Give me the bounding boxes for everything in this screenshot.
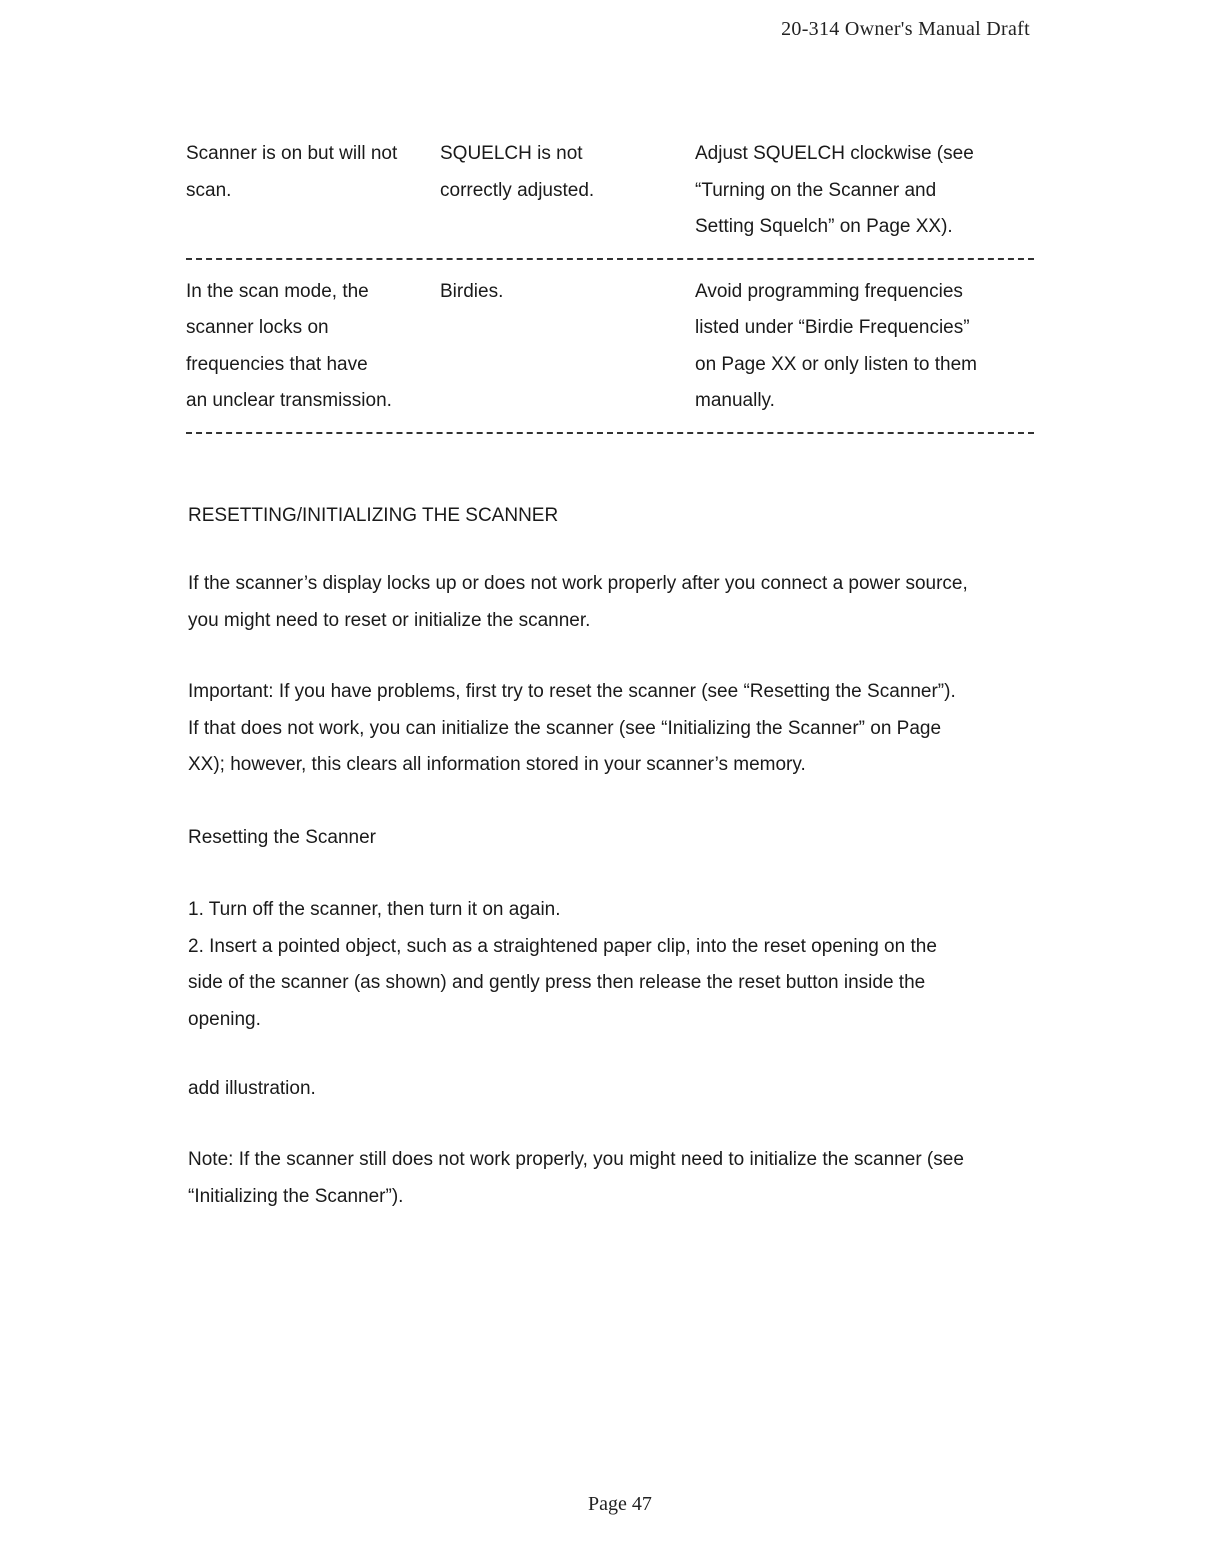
cause-cell [440, 136, 695, 246]
problem-line: an unclear transmission. [186, 390, 392, 411]
remedy-line: Adjust SQUELCH clockwise (see [695, 143, 974, 164]
remedy-line: “Turning on the Scanner and [695, 179, 937, 201]
step-line: opening. [188, 1008, 261, 1030]
row-divider [186, 432, 1034, 434]
remedy-line: Avoid programming frequencies [695, 280, 963, 302]
step-line: 1. Turn off the scanner, then turn it on again. [188, 899, 561, 920]
cause-line: SQUELCH is not [440, 143, 583, 164]
page-number: Page 47 [588, 1493, 652, 1515]
remedy-cell [695, 136, 1034, 246]
cause-line: Birdies. [440, 280, 504, 302]
paragraph-line: Important: If you have problems, first try to reset the scanner (see “Resetting the Scanner”). [188, 681, 956, 702]
remedy-line: on Page XX or only listen to them [695, 353, 977, 375]
illustration-placeholder: add illustration. [188, 1078, 316, 1099]
note-paragraph [188, 1142, 1040, 1215]
important-paragraph [188, 674, 1040, 784]
remedy-cell [695, 274, 1034, 420]
problem-cell [186, 136, 440, 246]
troubleshooting-table [186, 136, 1034, 448]
step-line: side of the scanner (as shown) and gently press then release the reset button inside the [188, 972, 926, 993]
paragraph-line: If the scanner’s display locks up or does not work properly after you connect a power source, [188, 573, 968, 594]
intro-paragraph [188, 566, 1040, 639]
cause-cell [440, 274, 695, 420]
problem-line: Scanner is on but will not [186, 143, 398, 164]
remedy-line: listed under “Birdie Frequencies” [695, 317, 970, 338]
document-header: 20-314 Owner's Manual Draft [781, 18, 1030, 40]
cause-line: correctly adjusted. [440, 179, 595, 201]
problem-line: frequencies that have [186, 353, 368, 375]
paragraph-line: If that does not work, you can initialize the scanner (see “Initializing the Scanner” on Page [188, 717, 942, 739]
subsection-heading: Resetting the Scanner [188, 827, 377, 848]
problem-line: scanner locks on [186, 317, 329, 338]
remedy-line: Setting Squelch” on Page XX). [695, 216, 953, 237]
problem-line: scan. [186, 179, 232, 201]
paragraph-line: XX); however, this clears all information stored in your scanner’s memory. [188, 754, 806, 775]
problem-cell [186, 274, 440, 420]
step-line: 2. Insert a pointed object, such as a straightened paper clip, into the reset opening on the [188, 935, 937, 957]
steps-list [188, 892, 1040, 1038]
table-row [186, 274, 1034, 420]
note-line: Note: If the scanner still does not work properly, you might need to initialize the scanner (see [188, 1149, 964, 1170]
row-divider [186, 258, 1034, 260]
table-row [186, 136, 1034, 246]
note-line: “Initializing the Scanner”). [188, 1185, 404, 1207]
section-heading: RESETTING/INITIALIZING THE SCANNER [188, 505, 559, 526]
remedy-line: manually. [695, 390, 775, 411]
problem-line: In the scan mode, the [186, 280, 369, 302]
paragraph-line: you might need to reset or initialize the scanner. [188, 609, 591, 631]
